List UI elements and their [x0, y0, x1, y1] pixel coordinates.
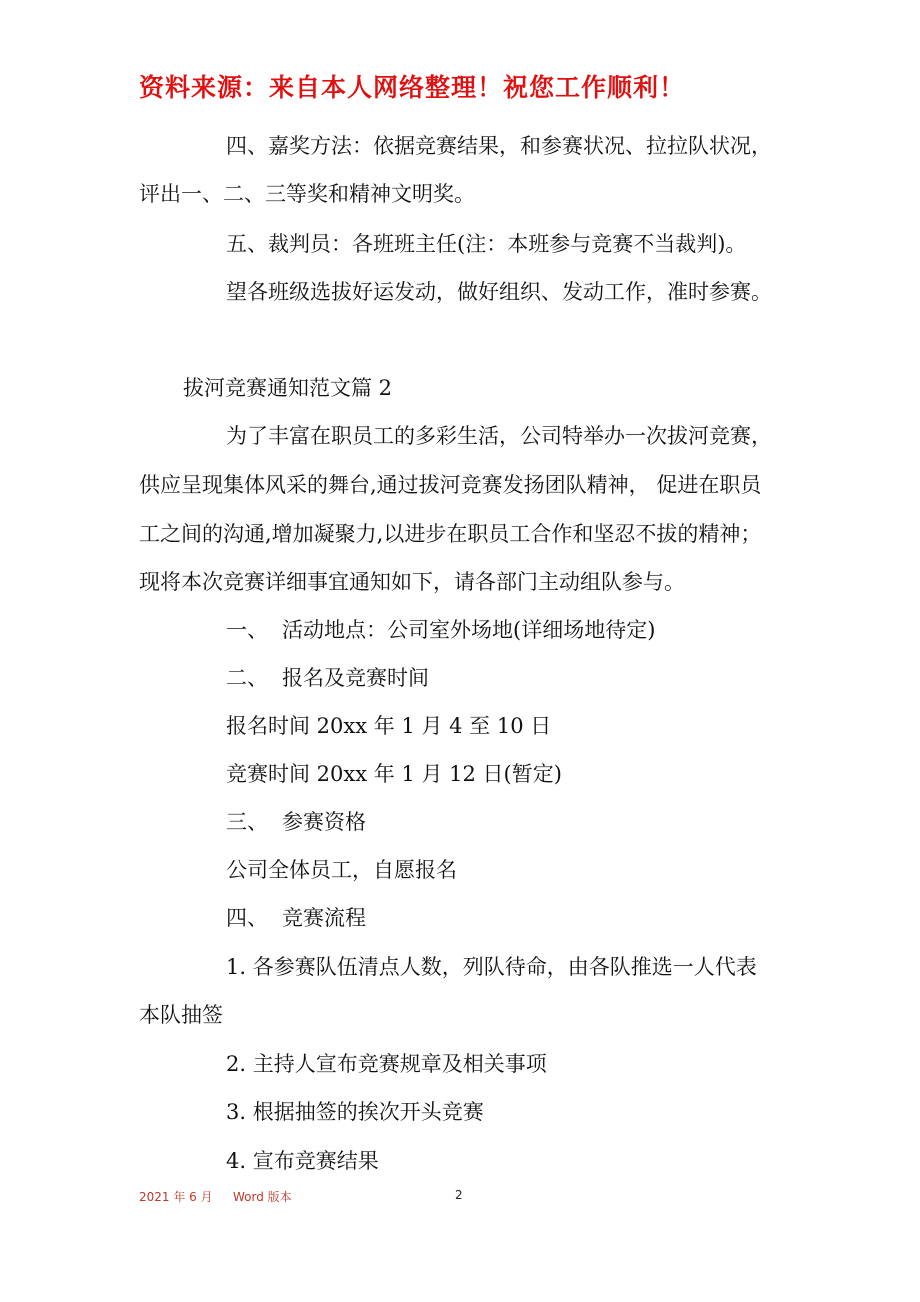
footer-version: Word 版本: [233, 1190, 292, 1204]
source-banner: 资料来源：来自本人网络整理！祝您工作顺利！: [139, 73, 686, 102]
match-time-line: 竞赛时间 20xx 年 1 月 12 日(暂定): [226, 762, 562, 786]
award-method-line-1: 四、嘉奖方法：依据竞赛结果，和参赛状况、拉拉队状况，: [226, 134, 772, 158]
section-title: 拔河竞赛通知范文篇 2: [183, 376, 393, 400]
intro-line-4: 现将本次竞赛详细事宜通知如下，请各部门主动组队参与。: [139, 570, 685, 594]
list-item-number: 四、: [226, 906, 268, 930]
step-2-line: 2. 主持人宣布竞赛规章及相关事项: [226, 1052, 547, 1076]
step-1-line-2: 本队抽签: [139, 1003, 223, 1027]
list-item-process: [226, 904, 366, 932]
list-item-text: 活动地点：公司室外场地(详细场地待定): [282, 618, 656, 642]
intro-line-3: 工之间的沟通,增加凝聚力,以进步在职员工合作和坚忍不拔的精神；: [139, 522, 762, 546]
step-4-line: 4. 宣布竞赛结果: [226, 1149, 379, 1173]
eligibility-line: 公司全体员工，自愿报名: [226, 858, 457, 882]
intro-line-1: 为了丰富在职员工的多彩生活，公司特举办一次拔河竞赛，: [226, 424, 772, 448]
list-item-location: [226, 616, 655, 644]
closing-line: 望各班级选拔好运发动，做好组织、发动工作，准时参赛。: [226, 280, 772, 304]
list-item-eligibility: [226, 808, 366, 836]
step-1-line-1: 1. 各参赛队伍清点人数，列队待命，由各队推选一人代表: [226, 955, 757, 979]
list-item-number: 一、: [226, 618, 268, 642]
list-item-number: 二、: [226, 666, 268, 690]
intro-line-2: 供应呈现集体风采的舞台,通过拔河竞赛发扬团队精神， 促进在职员: [139, 473, 762, 497]
signup-time-line: 报名时间 20xx 年 1 月 4 至 10 日: [226, 714, 552, 738]
list-item-text: 参赛资格: [282, 810, 366, 834]
step-3-line: 3. 根据抽签的挨次开头竞赛: [226, 1100, 484, 1124]
footer-date: 2021 年 6 月: [139, 1190, 213, 1204]
list-item-number: 三、: [226, 810, 268, 834]
list-item-schedule: [226, 664, 429, 692]
page-number: 2: [455, 1188, 463, 1202]
list-item-text: 报名及竞赛时间: [282, 666, 429, 690]
referee-line: 五、裁判员：各班班主任(注：本班参与竞赛不当裁判)。: [226, 232, 747, 256]
list-item-text: 竞赛流程: [282, 906, 366, 930]
award-method-line-2: 评出一、二、三等奖和精神文明奖。: [139, 182, 475, 206]
